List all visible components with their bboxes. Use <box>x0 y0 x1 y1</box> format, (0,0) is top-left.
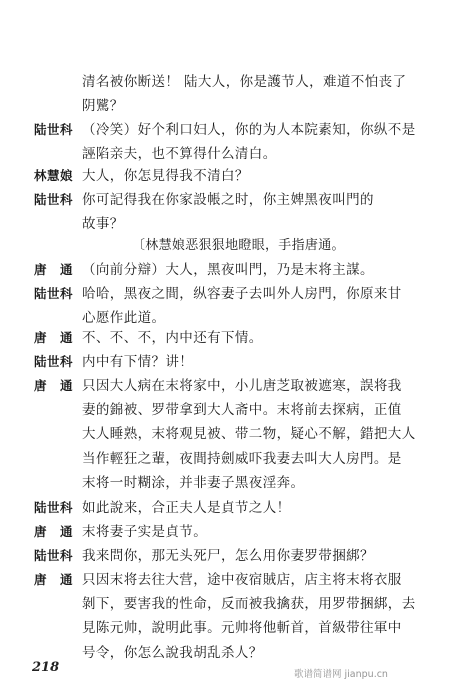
speaker-name: 陆世科 <box>34 500 74 515</box>
speaker-name: 唐 通 <box>34 330 74 345</box>
speaker-name: 唐 通 <box>34 524 74 539</box>
speaker-name: 林慧娘 <box>34 168 74 183</box>
speaker-name: 唐 通 <box>34 572 74 587</box>
stage-direction-text: 〔林慧娘恶狠狠地瞪眼，手指唐通。 <box>132 238 345 253</box>
speaker-name: 陆世科 <box>34 548 74 563</box>
page-number: 218 <box>32 660 60 675</box>
dialogue-text: 哈哈，黑夜之間，纵容妻子去叫外人房門，你原来甘 心愿作此道。 <box>82 286 402 327</box>
speaker-name: 陆世科 <box>34 192 74 207</box>
speaker-name: 陆世科 <box>34 286 74 301</box>
dialogue-text: 只因大人病在末将家中，小儿唐芝取被遮寒，誤将我 妻的錦被、罗带拿到大人斋中。末将前去探病，正值 大人睡熟，末将观見被、带二物，疑心不解，錯把大人 当作輕狂之輩，夜間持劍威吓我妻去叫大人房門。是 末将一时糊涂，并非妻子黑夜淫奔。 <box>82 378 416 491</box>
dialogue-text: 你可記得我在你家設帳之时，你主婢黑夜叫門的 故事？ <box>82 192 374 233</box>
speaker-name: 陆世科 <box>34 354 74 369</box>
dialogue-text: （冷笑）好个利口妇人，你的为人本院素知，你纵不是 誣陷亲夫，也不算得什么清白。 <box>82 122 416 163</box>
dialogue-text: 大人，你怎見得我不清白？ <box>82 168 249 184</box>
speaker-name: 唐 通 <box>34 378 74 393</box>
speaker-name: 陆世科 <box>34 122 74 137</box>
watermark: 歌谱简谱网 jianpu.cn <box>294 669 388 680</box>
dialogue-text: 如此說来，合正夫人是貞节之人！ <box>82 500 291 516</box>
dialogue-text: （向前分辯）大人，黑夜叫門，乃是末将主謀。 <box>82 262 374 278</box>
dialogue-text: 不、不、不，内中还有下情。 <box>82 330 263 346</box>
dialogue-text: 末将妻子实是貞节。 <box>82 524 208 540</box>
dialogue-text: 内中有下情？讲！ <box>82 354 194 370</box>
dialogue-text: 清名被你断送！ 陆大人，你是護节人，难道不怕丧了 阴騭？ <box>82 74 407 115</box>
speaker-name: 唐 通 <box>34 262 74 277</box>
dialogue-text: 只因末将去往大营，途中夜宿賊店，店主将末将衣服 剝下，要害我的性命，反而被我擒获，用罗带捆綁，去 見陈元帅，說明此事。元帅将他斬首，首級带往軍中 号令，你怎么說我胡乱杀人？ <box>82 572 416 661</box>
dialogue-text: 我来問你，那无头死尸，怎么用你妻罗带捆綁？ <box>82 548 374 564</box>
